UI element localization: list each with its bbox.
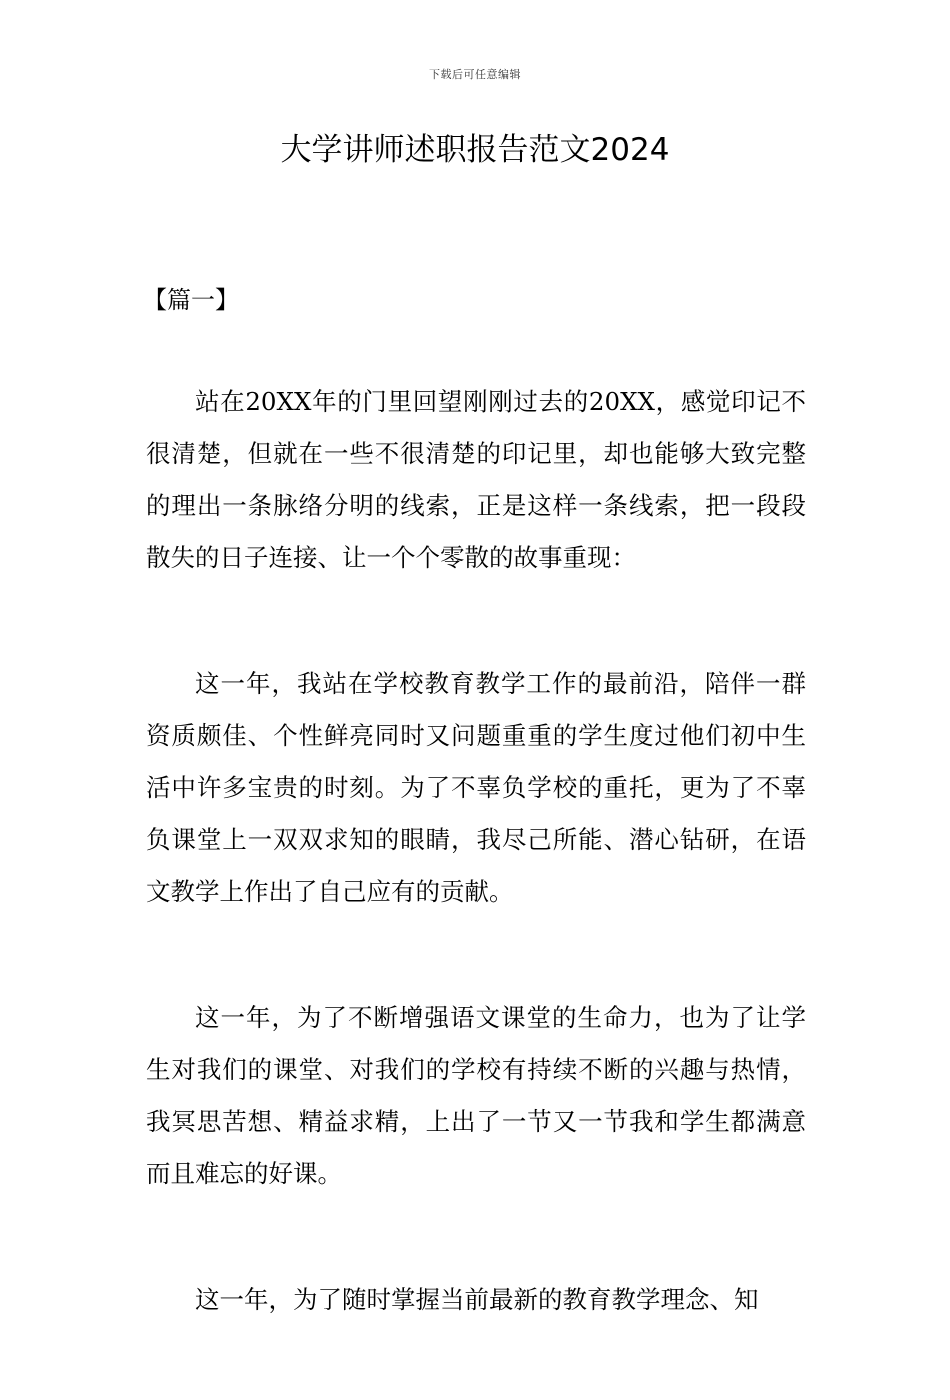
paragraph-4: 这一年，为了随时掌握当前最新的教育教学理念、知 (195, 1285, 759, 1314)
document-title: 大学讲师述职报告范文2024 (280, 132, 670, 168)
paragraph-2: 这一年，我站在学校教育教学工作的最前沿，陪伴一群资质颇佳、个性鲜亮同时又问题重重的学生度过他们初中生活中许多宝贵的时刻。为了不辜负学校的重托，更为了不辜负课堂上一双双求知的眼睛，我尽己所能、潜心钻研，在语文教学上作出了自己应有的贡献。 (146, 669, 806, 906)
section-label: 【篇一】 (143, 286, 239, 314)
paragraph-1: 站在20XX年的门里回望刚刚过去的20XX，感觉印记不很清楚，但就在一些不很清楚的印记里，却也能够大致完整的理出一条脉络分明的线索，正是这样一条线索，把一段段散失的日子连接、让一个个零散的故事重现： (146, 387, 806, 572)
document-body (146, 376, 806, 1400)
paragraph-3: 这一年，为了不断增强语文课堂的生命力，也为了让学生对我们的课堂、对我们的学校有持续不断的兴趣与热情，我冥思苦想、精益求精，上出了一节又一节我和学生都满意而且难忘的好课。 (146, 1003, 806, 1188)
header-note: 下载后可任意编辑 (429, 68, 521, 81)
